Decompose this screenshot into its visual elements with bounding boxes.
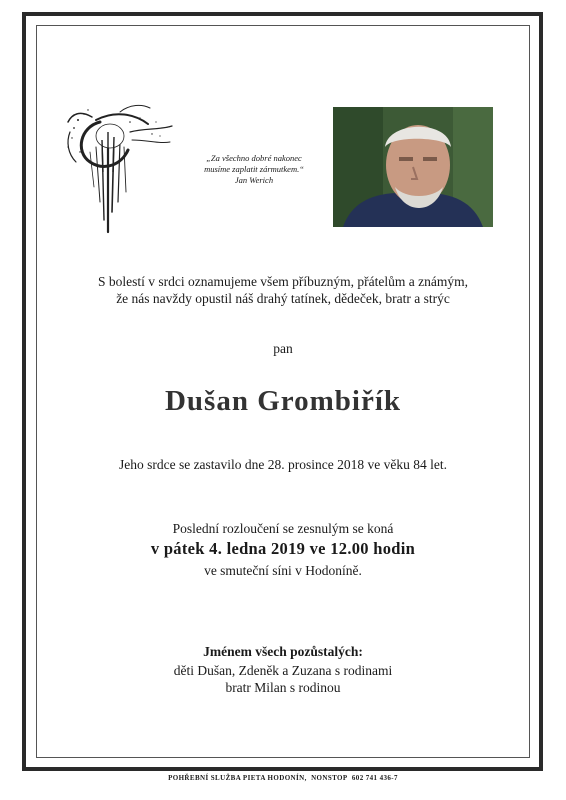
announcement-intro (36, 273, 530, 307)
footer-nonstop: NONSTOP (311, 774, 348, 782)
portrait-photo (333, 107, 493, 227)
intro-line-1: S bolestí v srdci oznamujeme všem příbuzným, přátelům a známým, (97, 274, 469, 289)
funeral-place: ve smuteční síni v Hodoníně. (204, 563, 362, 578)
ink-reed-sun-emblem-icon (60, 92, 180, 242)
deceased-name: Dušan Grombiřík (164, 385, 402, 417)
quote-author: Jan Werich (234, 175, 274, 185)
death-notice: Jeho srdce se zastavilo dne 28. prosince 2018 ve věku 84 let. (118, 457, 448, 472)
quote-line-1: „Za všechno dobré nakonec (206, 153, 302, 163)
salutation: pan (273, 341, 293, 356)
intro-line-2: že nás navždy opustil náš drahý tatínek, dědeček, bratr a strýc (116, 291, 450, 306)
mourners-heading: Jménem všech pozůstalých: (203, 644, 363, 659)
footer-phone: 602 741 436-7 (351, 774, 398, 782)
quote-line-2: musíme zaplatit zármutkem.“ (204, 164, 304, 174)
funeral-intro: Poslední rozloučení se zesnulým se koná (172, 521, 394, 536)
quote-block (184, 153, 324, 186)
funeral-service-footer (0, 774, 566, 782)
mourners-line-1: děti Dušan, Zdeněk a Zuzana s rodinami (173, 663, 393, 678)
mourners-list (36, 662, 530, 696)
footer-service-name: POHŘEBNÍ SLUŽBA PIETA HODONÍN, (168, 774, 307, 782)
funeral-date-time: v pátek 4. ledna 2019 ve 12.00 hodin (150, 539, 416, 558)
portrait-illustration (333, 107, 493, 227)
mourners-line-2: bratr Milan s rodinou (225, 680, 341, 695)
